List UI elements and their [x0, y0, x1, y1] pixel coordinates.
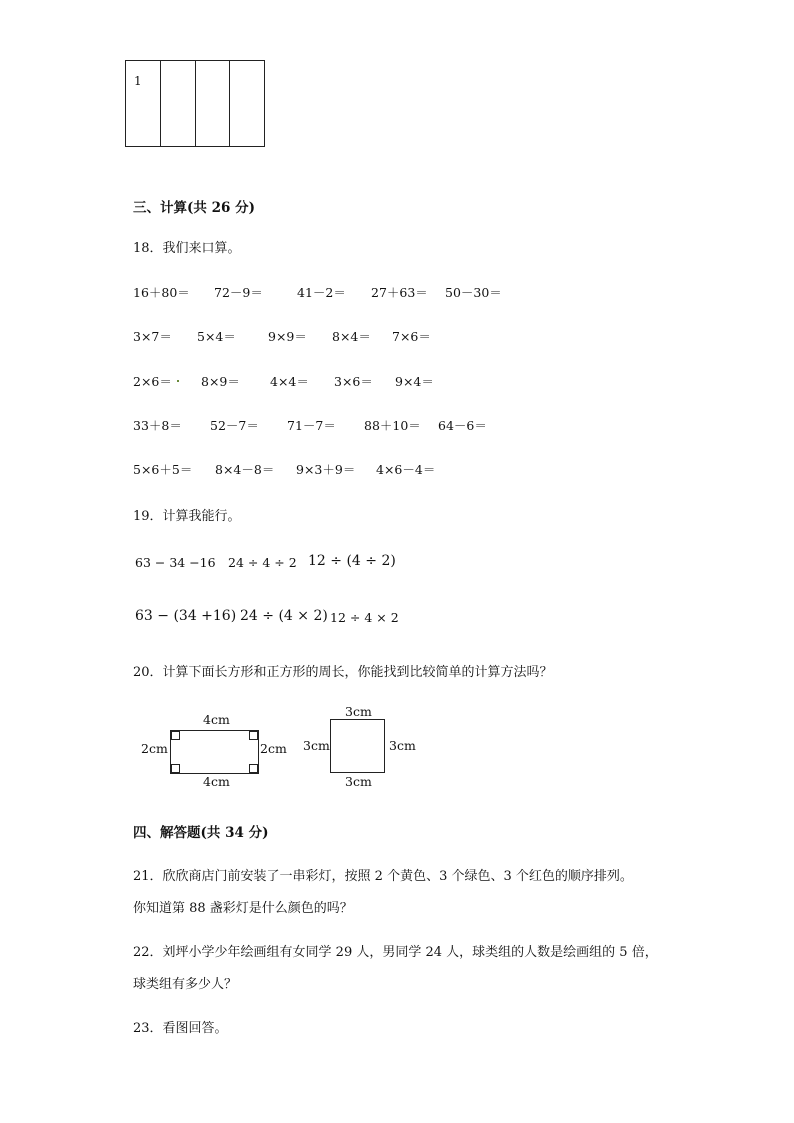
oral-calc-item: 8×4＝ — [332, 329, 371, 344]
oral-calc-item: 9×9＝ — [268, 329, 307, 344]
rect-top-label: 4cm — [203, 712, 230, 727]
table-cell — [196, 61, 231, 146]
oral-calc-item: 64－6＝ — [438, 418, 487, 433]
oral-calc-item: 5×6＋5＝ — [133, 462, 193, 477]
oral-calc-item: 50－30＝ — [445, 285, 502, 300]
right-angle-mark — [171, 731, 180, 740]
rect-bottom-label: 4cm — [203, 774, 230, 789]
calc-expression: 63 − (34 +16) — [135, 608, 237, 624]
oral-calc-item: 9×3＋9＝ — [296, 462, 356, 477]
rect-right-label: 2cm — [260, 741, 287, 756]
oral-calc-item: 52－7＝ — [210, 418, 259, 433]
question-23-title: 23．看图回答。 — [133, 1021, 228, 1036]
section-4-title: 四、解答题(共 34 分) — [133, 825, 269, 841]
oral-calc-item: 88＋10＝ — [364, 418, 421, 433]
right-angle-mark — [171, 764, 180, 773]
calc-expression: 24 ÷ 4 ÷ 2 — [228, 555, 297, 570]
table-cell: 1 — [126, 61, 161, 146]
question-18-title: 18．我们来口算。 — [133, 241, 241, 256]
oral-calc-item: 8×9＝ — [201, 374, 240, 389]
table-cell — [230, 61, 264, 146]
oral-calc-item: 9×4＝ — [395, 374, 434, 389]
square-top-label: 3cm — [345, 704, 372, 719]
question-22-line-1: 22．刘坪小学少年绘画组有女同学 29 人，男同学 24 人，球类组的人数是绘画组的 5 倍， — [133, 945, 658, 960]
calc-expression: 63 − 34 −16 — [135, 555, 216, 570]
right-angle-mark — [249, 731, 258, 740]
oral-calc-item: 4×6－4＝ — [376, 462, 436, 477]
oral-calc-item: 27＋63＝ — [371, 285, 428, 300]
question-21-line-2: 你知道第 88 盏彩灯是什么颜色的吗？ — [133, 901, 353, 916]
calc-expression: 24 ÷ (4 × 2) — [240, 608, 328, 624]
question-21-line-1: 21．欣欣商店门前安装了一串彩灯，按照 2 个黄色、3 个绿色、3 个红色的顺序排列。 — [133, 869, 633, 884]
oral-calc-item: 2×6＝ — [133, 374, 172, 389]
rectangle-shape — [170, 730, 259, 774]
oral-calc-item: 5×4＝ — [197, 329, 236, 344]
oral-calc-item: 7×6＝ — [392, 329, 431, 344]
oral-calc-item: 41－2＝ — [297, 285, 346, 300]
square-right-label: 3cm — [389, 738, 416, 753]
question-19-title: 19．计算我能行。 — [133, 509, 241, 524]
oral-calc-item: 71－7＝ — [287, 418, 336, 433]
table-cell — [161, 61, 196, 146]
square-shape — [330, 719, 385, 773]
section-3-title: 三、计算(共 26 分) — [133, 200, 255, 216]
calc-expression: 12 ÷ 4 × 2 — [330, 610, 399, 625]
right-angle-mark — [249, 764, 258, 773]
answer-table — [125, 60, 265, 147]
rect-left-label: 2cm — [141, 741, 168, 756]
oral-calc-item: 33＋8＝ — [133, 418, 182, 433]
calc-expression: 12 ÷ (4 ÷ 2) — [308, 553, 396, 569]
oral-calc-item: 72－9＝ — [214, 285, 263, 300]
speck-mark — [177, 380, 179, 382]
square-left-label: 3cm — [303, 738, 330, 753]
question-20-title: 20．计算下面长方形和正方形的周长，你能找到比较简单的计算方法吗？ — [133, 665, 553, 680]
oral-calc-item: 3×7＝ — [133, 329, 172, 344]
question-22-line-2: 球类组有多少人？ — [133, 977, 238, 992]
oral-calc-item: 8×4－8＝ — [215, 462, 275, 477]
square-bottom-label: 3cm — [345, 774, 372, 789]
oral-calc-item: 4×4＝ — [270, 374, 309, 389]
oral-calc-item: 3×6＝ — [334, 374, 373, 389]
oral-calc-item: 16＋80＝ — [133, 285, 190, 300]
